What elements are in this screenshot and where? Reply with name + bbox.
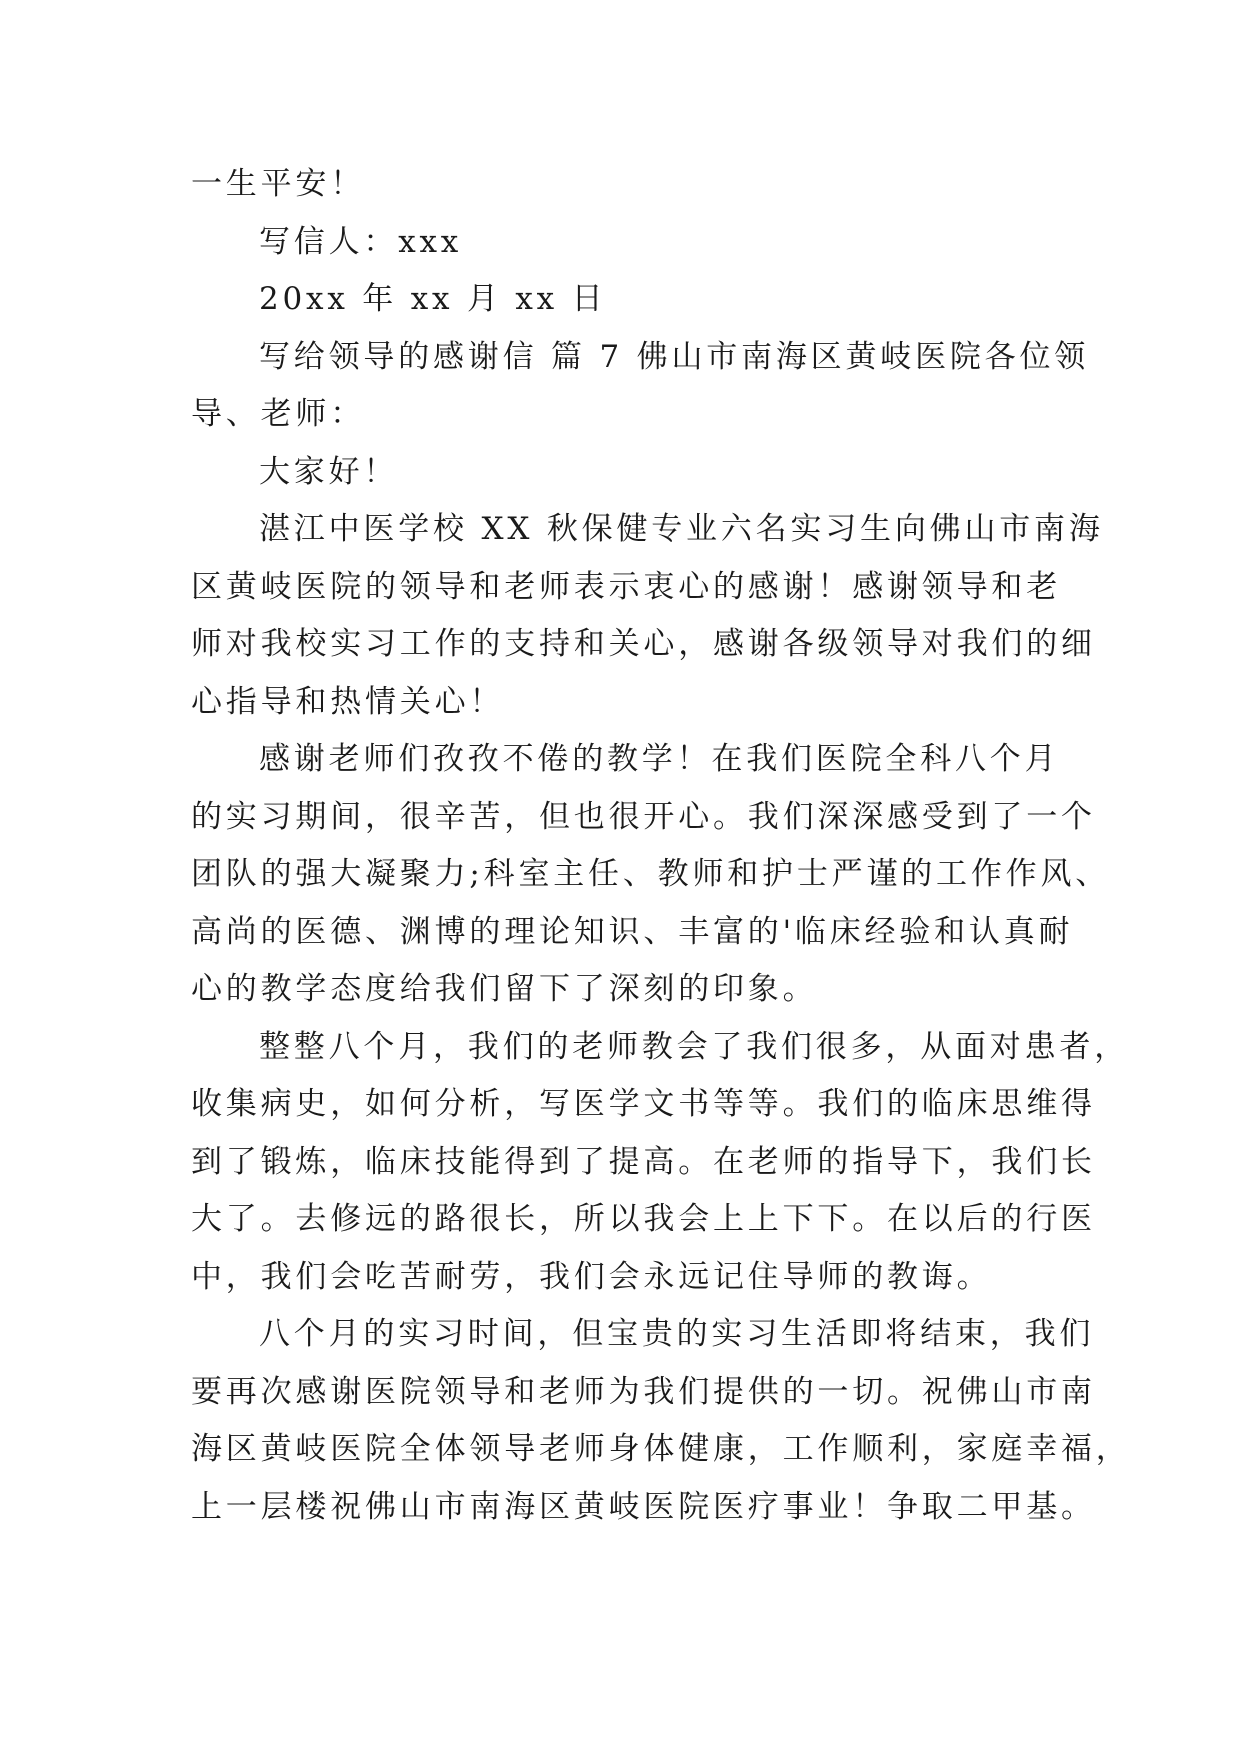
text-line: 区黄岐医院的领导和老师表示衷心的感谢！感谢领导和老 — [191, 568, 1061, 605]
text-line: 中，我们会吃苦耐劳，我们会永远记住导师的教诲。 — [191, 1258, 992, 1295]
text-line: 大了。去修远的路很长，所以我会上上下下。在以后的行医 — [191, 1201, 1096, 1237]
text-line: 心的教学态度给我们留下了深刻的印象。 — [191, 971, 818, 1007]
text-line: 到了锻炼，临床技能得到了提高。在老师的指导下，我们长 — [191, 1143, 1096, 1180]
text-line: 感谢老师们孜孜不倦的教学！在我们医院全科八个月 — [259, 741, 1060, 777]
text-line: 的实习期间，很辛苦，但也很开心。我们深深感受到了一个 — [191, 798, 1096, 835]
text-line: 八个月的实习时间，但宝贵的实习生活即将结束，我们 — [259, 1316, 1095, 1352]
text-line: 上一层楼祝佛山市南海区黄岐医院医疗事业！争取二甲基。 — [191, 1488, 1096, 1525]
letter-body — [191, 156, 1131, 1536]
text-line: 整整八个月，我们的老师教会了我们很多，从面对患者， — [259, 1028, 1129, 1065]
text-line: 导、老师： — [191, 396, 365, 432]
text-line: 海区黄岐医院全体领导老师身体健康，工作顺利，家庭幸福， — [191, 1431, 1131, 1467]
text-line: 写信人：xxx — [259, 223, 463, 260]
text-line: 一生平安！ — [191, 166, 365, 202]
text-line: 师对我校实习工作的支持和关心，感谢各级领导对我们的细 — [191, 626, 1096, 662]
text-line: 写给领导的感谢信 篇 7 佛山市南海区黄岐医院各位领 — [259, 338, 1090, 375]
text-line: 高尚的医德、渊博的理论知识、丰富的'临床经验和认真耐 — [191, 913, 1074, 950]
text-line: 收集病史，如何分析，写医学文书等等。我们的临床思维得 — [191, 1086, 1096, 1122]
text-line: 大家好！ — [259, 453, 399, 490]
text-line: 20xx 年 xx 月 xx 日 — [259, 281, 607, 317]
text-line: 心指导和热情关心！ — [191, 683, 505, 720]
text-line: 团队的强大凝聚力;科室主任、教师和护士严谨的工作作风、 — [191, 856, 1111, 892]
text-line: 湛江中医学校 XX 秋保健专业六名实习生向佛山市南海 — [259, 511, 1104, 547]
text-line: 要再次感谢医院领导和老师为我们提供的一切。祝佛山市南 — [191, 1373, 1096, 1410]
